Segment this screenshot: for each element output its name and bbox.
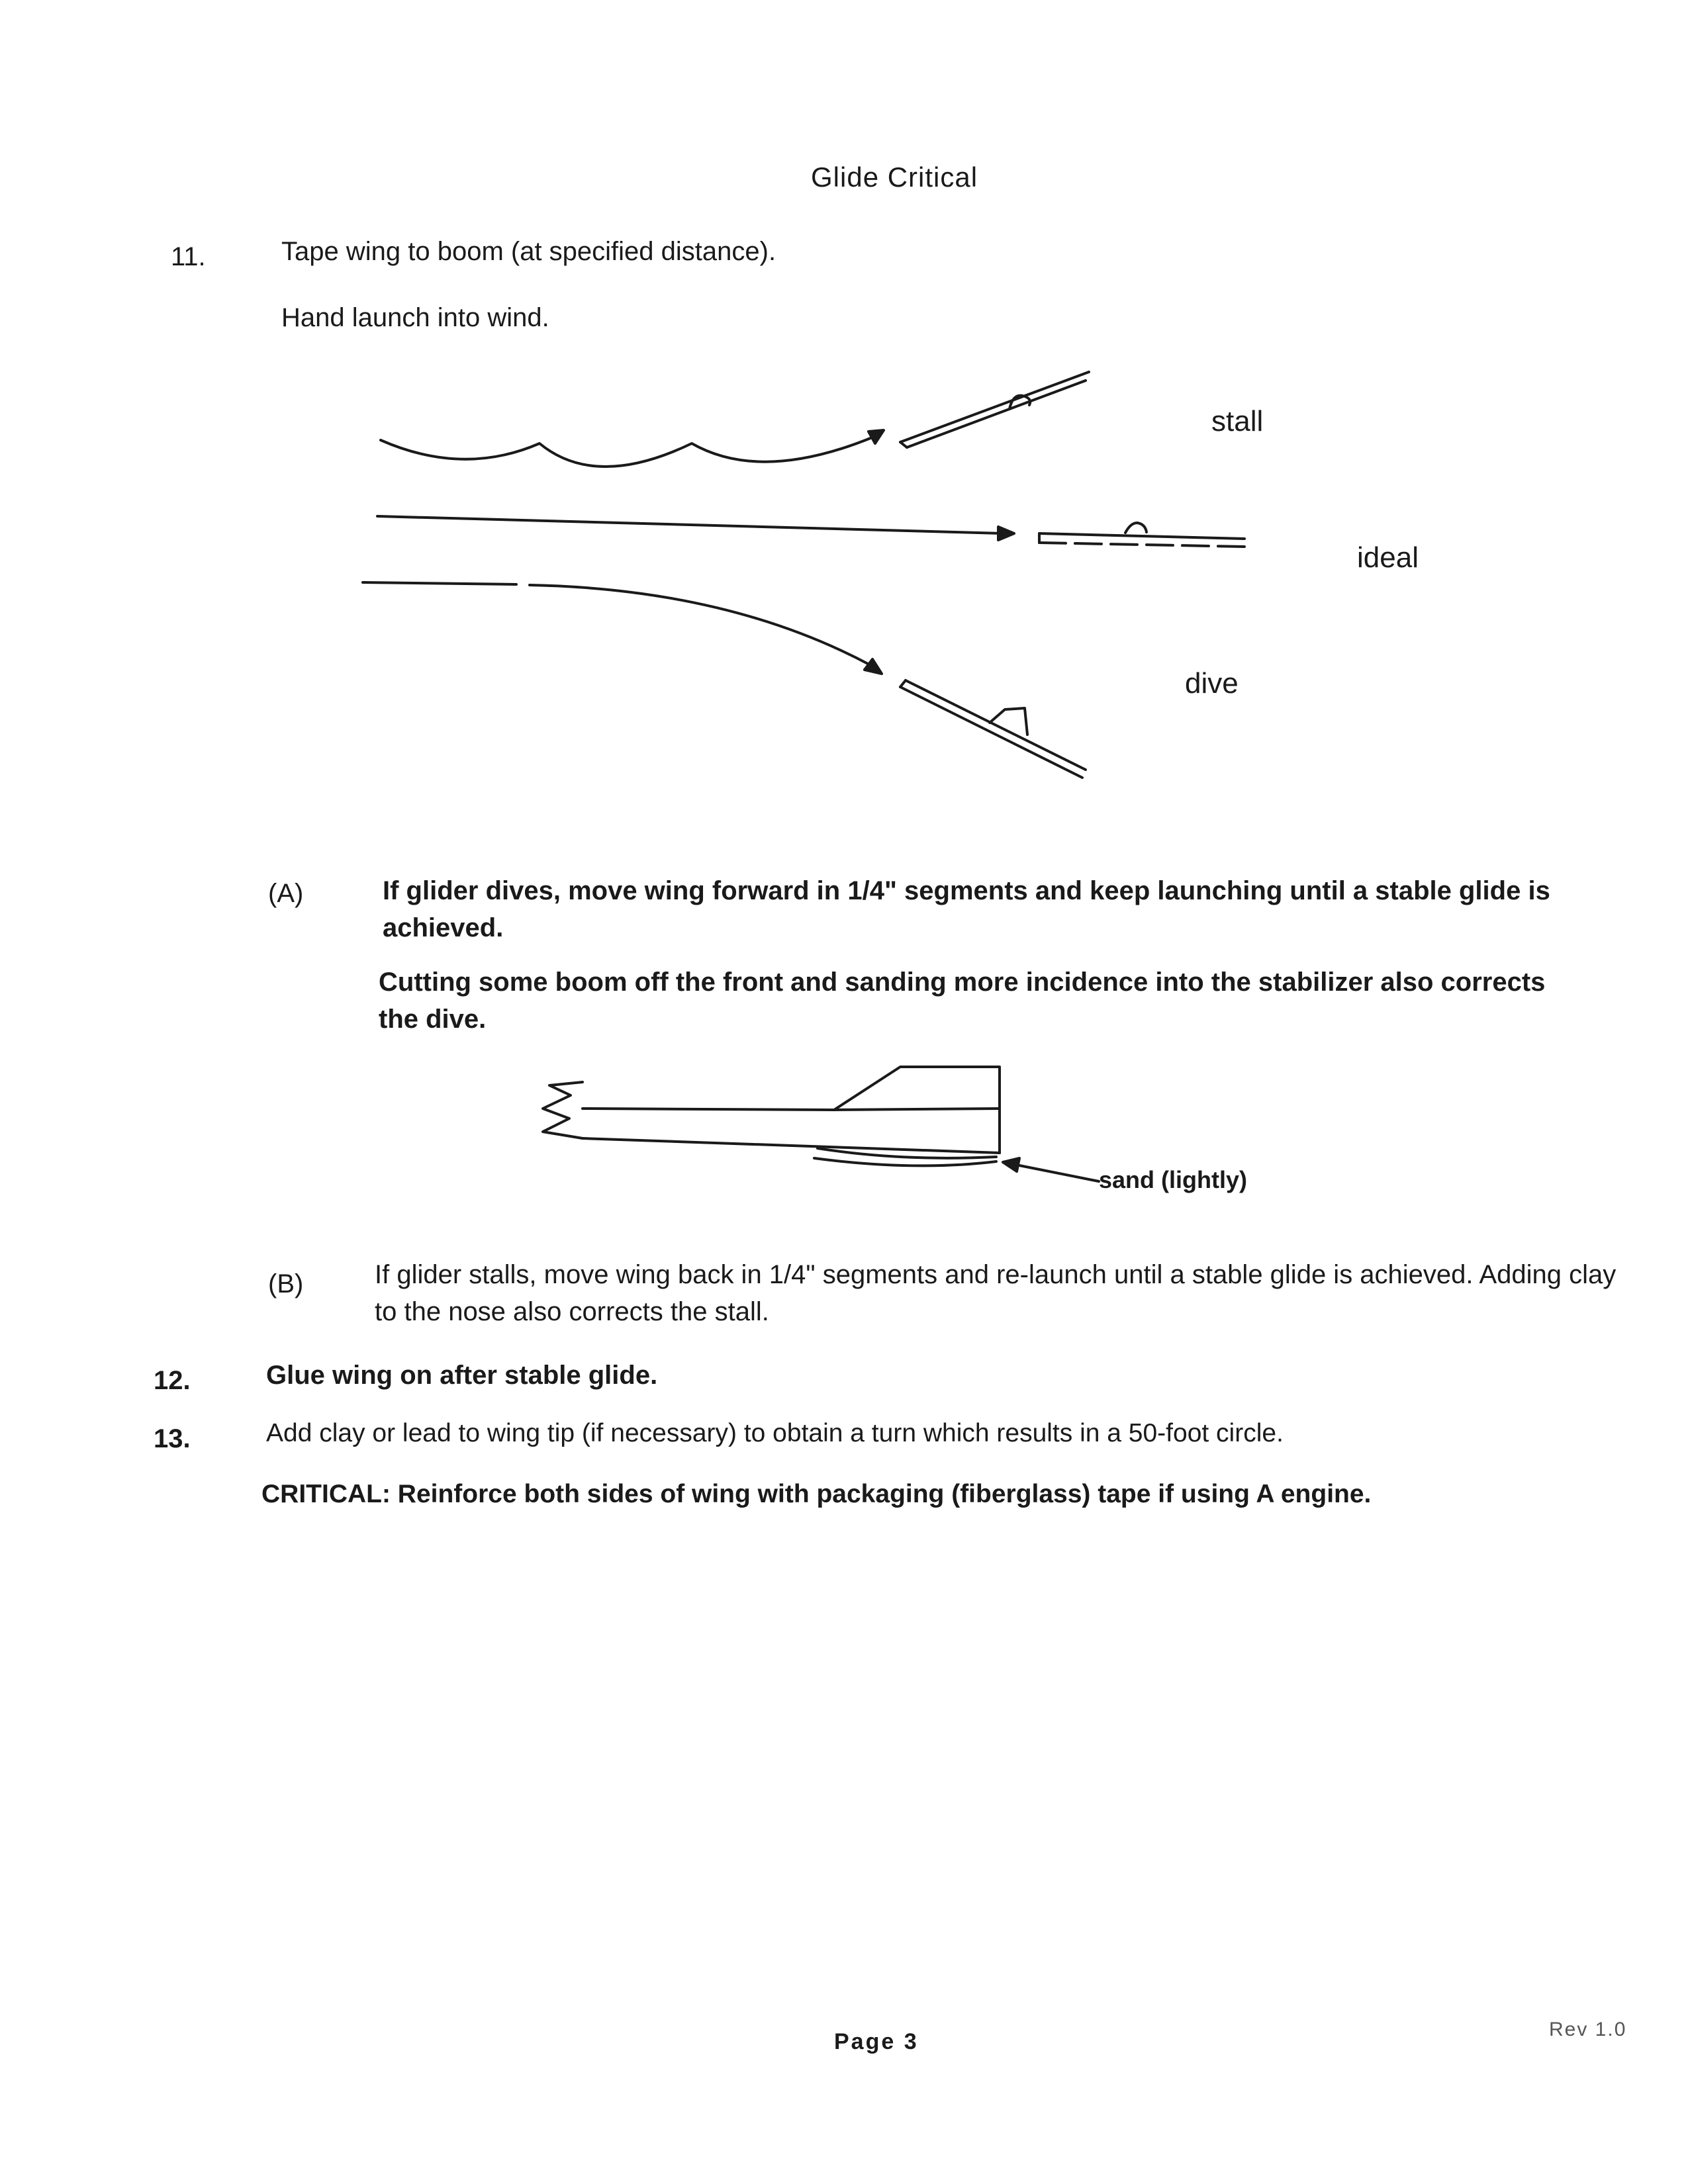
step-12-text: Glue wing on after stable glide. [266, 1361, 658, 1390]
step-11-text: Tape wing to boom (at specified distance). [281, 237, 776, 266]
boom-notched-end [543, 1082, 583, 1138]
stall-label: stall [1211, 405, 1264, 437]
step-11-number: 11. [171, 242, 206, 271]
ideal-path [377, 516, 1003, 533]
step-a-extra: Cutting some boom off the front and sanding more incidence into the stabilizer also corrects the dive. [379, 968, 1546, 1034]
boom-bottom [583, 1138, 1000, 1153]
sand-label: sand (lightly) [1099, 1166, 1247, 1193]
ideal-label: ideal [1357, 541, 1419, 574]
sanding-diagram [543, 1067, 1099, 1181]
dive-path [363, 582, 870, 665]
revision-number: Rev 1.0 [1549, 2019, 1627, 2040]
stall-path [381, 437, 874, 467]
stall-arrowhead [868, 430, 884, 443]
step-b-label: (B) [268, 1269, 304, 1298]
step-11-instruction: Hand launch into wind. [281, 303, 549, 332]
step-13-number: 13. [154, 1424, 191, 1453]
boom-top [583, 1109, 834, 1110]
dive-glider [900, 680, 1086, 778]
step-a-label: (A) [268, 879, 304, 908]
sand-arrowhead [1003, 1158, 1019, 1171]
step-12-number: 12. [154, 1366, 191, 1395]
page-title: Glide Critical [811, 161, 978, 193]
fin-base [834, 1109, 1000, 1110]
dive-label: dive [1185, 667, 1239, 700]
stall-glider [900, 372, 1089, 447]
step-a-text: If glider dives, move wing forward in 1/4" segments and keep launching until a stable glide is achieved. [383, 876, 1550, 942]
critical-note: CRITICAL: Reinforce both sides of wing with packaging (fiberglass) tape if using A engine. [261, 1480, 1372, 1508]
ideal-glider [1039, 523, 1244, 547]
ideal-arrowhead [998, 527, 1014, 540]
step-b-text: If glider stalls, move wing back in 1/4" segments and re-launch until a stable glide is achieved. Adding clay to the nose also corrects the stall. [375, 1260, 1617, 1326]
dive-arrowhead [865, 659, 882, 674]
page-number: Page 3 [834, 2029, 919, 2054]
step-13-text: Add clay or lead to wing tip (if necessary) to obtain a turn which results in a 50-foot circle. [266, 1419, 1284, 1447]
sand-pointer [1016, 1165, 1099, 1181]
